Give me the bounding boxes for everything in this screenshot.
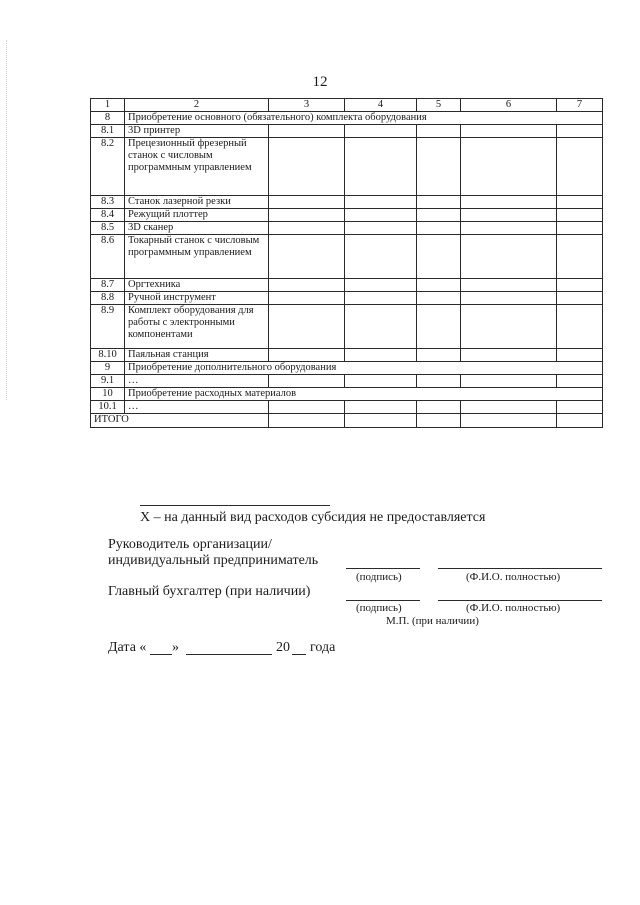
footnote-rule [140, 505, 330, 506]
value-cell [557, 349, 603, 362]
value-cell [269, 292, 345, 305]
item-name: Ручной инструмент [125, 292, 269, 305]
row-number: 9 [91, 362, 125, 375]
table-row [91, 222, 603, 235]
value-cell [557, 138, 603, 196]
date-prefix: Дата « [108, 640, 147, 655]
value-cell [269, 138, 345, 196]
head-signature-line [346, 568, 420, 569]
page-number: 12 [312, 74, 328, 90]
value-cell [557, 292, 603, 305]
row-number: 10.1 [91, 401, 125, 414]
total-row [91, 414, 603, 428]
value-cell [557, 279, 603, 292]
value-cell [557, 196, 603, 209]
item-name: Токарный станок с числовым программным управлением [125, 235, 269, 279]
item-name: … [125, 401, 269, 414]
value-cell [345, 279, 417, 292]
table-row [91, 362, 603, 375]
head-label-line1: Руководитель организации/ [108, 537, 272, 552]
value-cell [461, 375, 557, 388]
row-number: 8.6 [91, 235, 125, 279]
value-cell [417, 138, 461, 196]
value-cell [461, 125, 557, 138]
head-name-caption: (Ф.И.О. полностью) [466, 571, 561, 583]
value-cell [461, 279, 557, 292]
row-number: 8.8 [91, 292, 125, 305]
value-cell [345, 305, 417, 349]
value-cell [269, 414, 345, 428]
section-title: Приобретение основного (обязательного) комплекта оборудования [125, 112, 603, 125]
table-row [91, 349, 603, 362]
item-name: Комплект оборудования для работы с электронными компонентами [125, 305, 269, 349]
item-name: Прецезионный фрезерный станок с числовым программным управлением [125, 138, 269, 196]
value-cell [345, 138, 417, 196]
accountant-name-caption: (Ф.И.О. полностью) [466, 602, 561, 614]
value-cell [269, 125, 345, 138]
item-name: Паяльная станция [125, 349, 269, 362]
value-cell [345, 209, 417, 222]
value-cell [461, 222, 557, 235]
table-row [91, 279, 603, 292]
value-cell [345, 401, 417, 414]
value-cell [269, 401, 345, 414]
table-row [91, 138, 603, 196]
value-cell [269, 375, 345, 388]
table-row [91, 112, 603, 125]
header-cell: 5 [417, 99, 461, 112]
value-cell [557, 305, 603, 349]
item-name: Режущий плоттер [125, 209, 269, 222]
value-cell [557, 209, 603, 222]
value-cell [417, 414, 461, 428]
value-cell [269, 209, 345, 222]
date-close-quote: » [172, 640, 179, 655]
table-row [91, 209, 603, 222]
value-cell [461, 414, 557, 428]
accountant-label: Главный бухгалтер (при наличии) [108, 584, 311, 599]
value-cell [461, 401, 557, 414]
value-cell [557, 414, 603, 428]
row-number: 8.2 [91, 138, 125, 196]
table-row [91, 375, 603, 388]
expense-table-body [91, 99, 603, 428]
value-cell [345, 292, 417, 305]
section-title: Приобретение расходных материалов [125, 388, 603, 401]
value-cell [417, 209, 461, 222]
section-title: Приобретение дополнительного оборудования [125, 362, 603, 375]
value-cell [417, 196, 461, 209]
value-cell [461, 292, 557, 305]
value-cell [417, 305, 461, 349]
value-cell [417, 375, 461, 388]
header-cell: 6 [461, 99, 557, 112]
head-name-line [438, 568, 602, 569]
value-cell [417, 222, 461, 235]
value-cell [461, 138, 557, 196]
value-cell [417, 349, 461, 362]
table-row [91, 196, 603, 209]
accountant-signature-line [346, 600, 420, 601]
date-year-line [292, 654, 306, 655]
value-cell [345, 375, 417, 388]
value-cell [557, 222, 603, 235]
head-signature-caption: (подпись) [356, 571, 402, 583]
value-cell [557, 235, 603, 279]
row-number: 8.5 [91, 222, 125, 235]
margin-dots [6, 40, 7, 400]
value-cell [269, 235, 345, 279]
header-cell: 1 [91, 99, 125, 112]
value-cell [461, 349, 557, 362]
row-number: 8.3 [91, 196, 125, 209]
value-cell [417, 279, 461, 292]
value-cell [345, 222, 417, 235]
date-year-prefix: 20 [276, 640, 290, 655]
item-name: Станок лазерной резки [125, 196, 269, 209]
item-name: 3D принтер [125, 125, 269, 138]
value-cell [461, 196, 557, 209]
accountant-name-line [438, 600, 602, 601]
row-number: 8.7 [91, 279, 125, 292]
value-cell [417, 292, 461, 305]
table-row [91, 235, 603, 279]
footnote: X – на данный вид расходов субсидия не предоставляется [140, 510, 486, 525]
value-cell [417, 401, 461, 414]
value-cell [345, 196, 417, 209]
item-name: Оргтехника [125, 279, 269, 292]
value-cell [345, 235, 417, 279]
total-label: ИТОГО [91, 414, 269, 428]
row-number: 8.9 [91, 305, 125, 349]
item-name: … [125, 375, 269, 388]
header-cell: 7 [557, 99, 603, 112]
value-cell [269, 305, 345, 349]
table-row [91, 125, 603, 138]
date-suffix: года [310, 640, 336, 655]
row-number: 8 [91, 112, 125, 125]
value-cell [345, 349, 417, 362]
row-number: 8.4 [91, 209, 125, 222]
value-cell [345, 414, 417, 428]
value-cell [417, 125, 461, 138]
row-number: 10 [91, 388, 125, 401]
value-cell [557, 375, 603, 388]
value-cell [417, 235, 461, 279]
value-cell [461, 235, 557, 279]
header-cell: 3 [269, 99, 345, 112]
row-number: 9.1 [91, 375, 125, 388]
seal-caption: М.П. (при наличии) [386, 615, 479, 627]
value-cell [461, 305, 557, 349]
header-row [91, 99, 603, 112]
value-cell [269, 222, 345, 235]
accountant-signature-caption: (подпись) [356, 602, 402, 614]
row-number: 8.1 [91, 125, 125, 138]
table-row [91, 401, 603, 414]
table-row [91, 292, 603, 305]
row-number: 8.10 [91, 349, 125, 362]
value-cell [461, 209, 557, 222]
expense-table [90, 98, 603, 428]
item-name: 3D сканер [125, 222, 269, 235]
date-day-line [150, 654, 172, 655]
value-cell [345, 125, 417, 138]
header-cell: 4 [345, 99, 417, 112]
date-month-line [186, 654, 272, 655]
head-label-line2: индивидуальный предприниматель [108, 553, 319, 568]
value-cell [269, 279, 345, 292]
table-row [91, 305, 603, 349]
value-cell [269, 196, 345, 209]
header-cell: 2 [125, 99, 269, 112]
value-cell [557, 125, 603, 138]
value-cell [269, 349, 345, 362]
table-row [91, 388, 603, 401]
value-cell [557, 401, 603, 414]
